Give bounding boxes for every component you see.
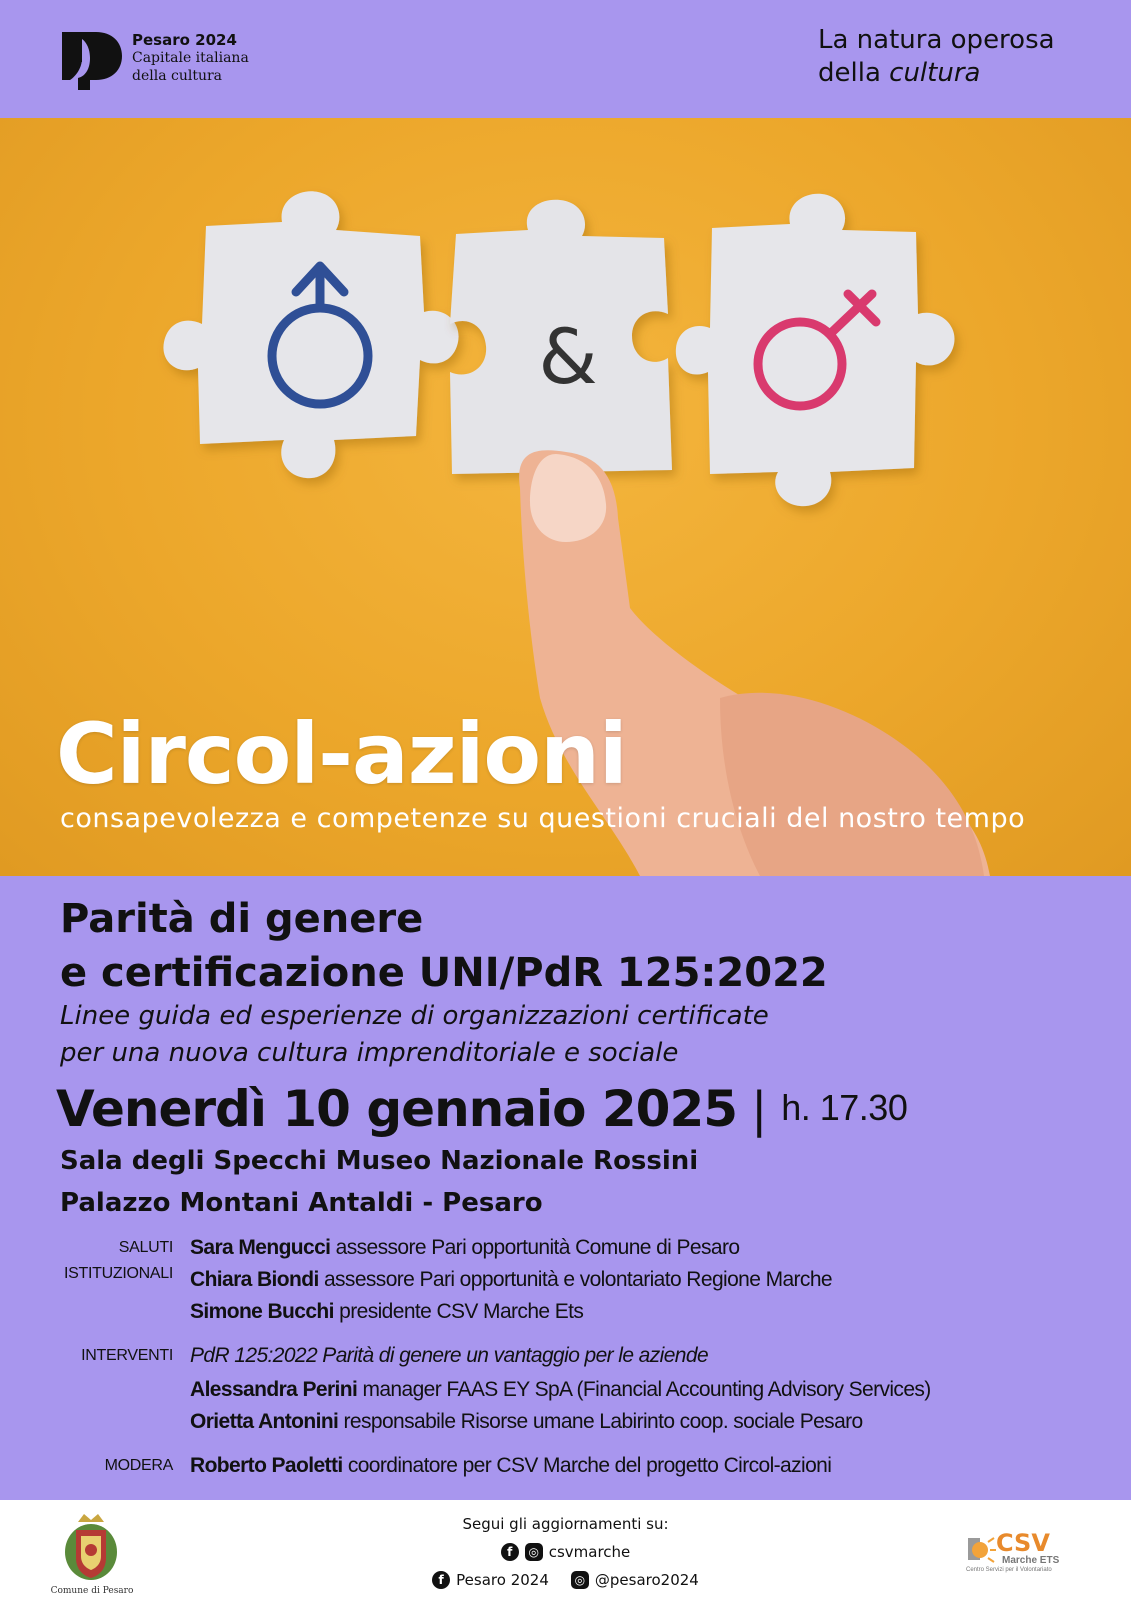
pesaro-2024-logo — [60, 28, 124, 90]
logo-text — [132, 31, 249, 85]
date-separator: | — [751, 1082, 768, 1138]
logo-subtitle-2: della cultura — [132, 68, 223, 84]
speaker-role: assessore Pari opportunità e volontariato Regione Marche — [318, 1268, 832, 1291]
event-description — [60, 998, 769, 1072]
speaker-role: manager FAAS EY SpA (Financial Accounting Advisory Services) — [357, 1378, 931, 1401]
event-date: Venerdì 10 gennaio 2025 — [56, 1080, 738, 1138]
hero-title: Circol-azioni — [56, 705, 627, 803]
motto-plain: della — [818, 58, 890, 88]
speaker-role: coordinatore per CSV Marche del progetto Circol-azioni — [342, 1454, 832, 1477]
logo-subtitle-1: Capitale italiana — [132, 50, 249, 66]
puzzle-piece-left — [163, 191, 458, 478]
social-row-1 — [0, 1538, 1131, 1566]
motto-line-2 — [818, 57, 1118, 90]
motto-line-1: La natura operosa — [818, 25, 1055, 55]
instagram-icon[interactable]: ◎ — [525, 1543, 543, 1561]
footer — [0, 1500, 1131, 1600]
event-title-line-2: e certificazione UNI/PdR 125:2022 — [60, 950, 828, 996]
speaker-line — [190, 1450, 831, 1482]
saluti-label-2: ISTITUZIONALI — [64, 1265, 173, 1282]
crest-label: Comune di Pesaro — [50, 1586, 134, 1596]
event-title — [60, 892, 828, 1000]
ampersand: & — [538, 312, 598, 401]
speaker-line — [190, 1264, 832, 1296]
facebook-icon[interactable]: f — [501, 1543, 519, 1561]
event-venue — [60, 1140, 698, 1224]
speaker-name: Sara Mengucci — [190, 1236, 331, 1259]
interventi-topic: PdR 125:2022 Parità di genere un vantaggio per le aziende — [190, 1344, 709, 1367]
speaker-role: presidente CSV Marche Ets — [333, 1300, 584, 1323]
csv-title: CSV — [996, 1529, 1050, 1557]
social-follow — [0, 1510, 1131, 1594]
venue-line-1: Sala degli Specchi Museo Nazionale Rossini — [60, 1146, 699, 1176]
venue-line-2: Palazzo Montani Antaldi - Pesaro — [60, 1188, 543, 1218]
event-date-time — [56, 1080, 907, 1138]
hero-subtitle: consapevolezza e competenze su questioni cruciali del nostro tempo — [60, 803, 1026, 834]
speaker-role: assessore Pari opportunità Comune di Pesaro — [330, 1236, 740, 1259]
speaker-role: responsabile Risorse umane Labirinto coop. sociale Pesaro — [338, 1410, 863, 1433]
csv-sun-icon — [966, 1532, 998, 1564]
speaker-name: Alessandra Perini — [190, 1378, 358, 1401]
interventi-label: INTERVENTI — [81, 1347, 173, 1364]
saluti-label-1: SALUTI — [118, 1239, 173, 1256]
social-handle[interactable]: @pesaro2024 — [594, 1571, 699, 1589]
social-row-2 — [0, 1566, 1131, 1594]
motto — [818, 24, 1118, 90]
csv-logo — [966, 1530, 1062, 1574]
speaker-line — [190, 1296, 583, 1328]
event-description-line-1: Linee guida ed esperienze di organizzazioni certificate — [60, 1001, 769, 1031]
csv-tagline: Centro Servizi per il Volontariato — [966, 1567, 1052, 1573]
follow-text: Segui gli aggiornamenti su: — [462, 1515, 669, 1533]
hero-image — [0, 118, 1131, 876]
instagram-icon[interactable]: ◎ — [571, 1571, 589, 1589]
social-handle[interactable]: csvmarche — [548, 1543, 631, 1561]
speaker-name: Chiara Biondi — [190, 1268, 319, 1291]
csv-subtitle: Marche ETS — [1002, 1555, 1060, 1566]
event-time: h. 17.30 — [781, 1087, 908, 1128]
motto-italic: cultura — [889, 58, 981, 88]
speaker-line — [190, 1232, 739, 1264]
puzzle-piece-right — [676, 194, 955, 506]
social-handle[interactable]: Pesaro 2024 — [456, 1571, 549, 1589]
speaker-name: Simone Bucchi — [190, 1300, 334, 1323]
event-title-line-1: Parità di genere — [60, 896, 424, 942]
speaker-line — [190, 1374, 931, 1406]
modera-label: MODERA — [104, 1457, 173, 1474]
speaker-name: Orietta Antonini — [190, 1410, 339, 1433]
logo-title: Pesaro 2024 — [132, 31, 237, 49]
speaker-line — [190, 1406, 863, 1438]
speaker-name: Roberto Paoletti — [190, 1454, 343, 1477]
top-band — [0, 0, 1131, 118]
facebook-icon[interactable]: f — [432, 1571, 450, 1589]
event-description-line-2: per una nuova cultura imprenditoriale e sociale — [60, 1038, 679, 1068]
